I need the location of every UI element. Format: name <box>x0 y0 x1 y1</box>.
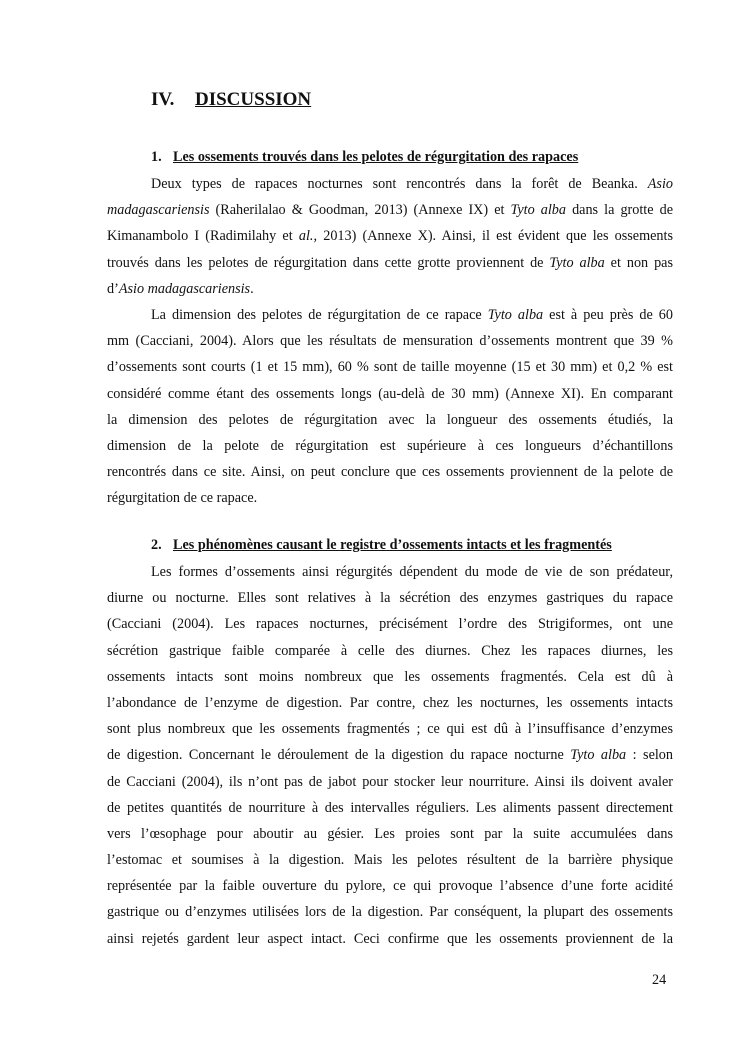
paragraph-line: La dimension des pelotes de régurgitation de ce rapace Tyto alba est à peu près de 60 <box>151 306 673 323</box>
subsection-title-2: Les phénomènes causant le registre d’ossements intacts et les fragmentés <box>173 537 612 553</box>
subsection-heading-2 <box>151 537 612 554</box>
section-heading <box>151 89 311 111</box>
paragraph-line: l’estomac et soumises à la digestion. Mais les pelotes résultent de la barrière physique <box>107 852 673 869</box>
page-number: 24 <box>652 972 667 988</box>
paragraph-line: madagascariensis (Raherilalao & Goodman, 2013) (Annexe IX) et Tyto alba dans la grotte de <box>107 202 673 219</box>
paragraph-line: sécrétion gastrique faible comparée à celle des diurnes. Chez les rapaces diurnes, les <box>107 642 673 659</box>
paragraph-line: Kimanambolo I (Radimilahy et al., 2013) (Annexe X). Ainsi, il est évident que les ossements <box>107 228 673 245</box>
subsection-heading-1 <box>151 149 578 166</box>
section-number: IV. <box>151 89 175 110</box>
paragraph-line: (Cacciani (2004). Les rapaces nocturnes, précisément l’ordre des Strigiformes, ont une <box>107 616 673 633</box>
paragraph-ossements-trouves <box>107 171 673 511</box>
paragraph-line: ossements intacts sont moins nombreux que les ossements fragmentés. Cela est dû à <box>107 668 673 685</box>
paragraph-line: Deux types de rapaces nocturnes sont rencontrés dans la forêt de Beanka. Asio <box>151 176 673 192</box>
paragraph-line: de digestion. Concernant le déroulement de la digestion du rapace nocturne Tyto alba : selon <box>107 747 673 764</box>
subsection-number-1: 1. <box>151 149 162 165</box>
section-title: DISCUSSION <box>195 89 312 110</box>
paragraph-line: représentée par la faible ouverture du pylore, ce qui provoque l’absence d’une forte acidité <box>107 878 673 895</box>
paragraph-line: la dimension des pelotes de régurgitation avec la longueur des ossements étudiés, la <box>107 411 673 428</box>
paragraph-phenomenes <box>107 559 673 952</box>
paragraph-line: l’abondance de l’enzyme de digestion. Par contre, chez les nocturnes, les ossements intacts <box>107 694 673 711</box>
paragraph-line: d’Asio madagascariensis. <box>107 280 254 297</box>
paragraph-line: vers l’œsophage pour aboutir au gésier. Les proies sont par la suite accumulées dans <box>107 825 673 842</box>
paragraph-line: trouvés dans les pelotes de régurgitation dans cette grotte proviennent de Tyto alba et non pas <box>107 254 673 271</box>
paragraph-line: considéré comme étant des ossements longs (au-delà de 30 mm) (Annexe XI). En comparant <box>107 385 673 402</box>
paragraph-line: mm (Cacciani, 2004). Alors que les résultats de mensuration d’ossements montrent que 39 % <box>107 333 673 350</box>
paragraph-line: d’ossements sont courts (1 et 15 mm), 60 % sont de taille moyenne (15 et 30 mm) et 0,2 % est <box>107 359 673 376</box>
paragraph-line: régurgitation de ce rapace. <box>107 490 258 507</box>
paragraph-line: sont plus nombreux que les ossements fragmentés ; ce qui est dû à l’insuffisance d’enzymes <box>107 721 673 738</box>
paragraph-line: dimension de la pelote de régurgitation est supérieure à ces longueurs d’échantillons <box>107 437 673 454</box>
paragraph-line: ainsi rejetés gardent leur aspect intact. Ceci confirme que les ossements proviennent de la <box>107 930 673 947</box>
subsection-number-2: 2. <box>151 537 162 553</box>
paragraph-line: rencontrés dans ce site. Ainsi, on peut conclure que ces ossements proviennent de la pelote de <box>107 464 673 481</box>
paragraph-line: gastrique ou d’enzymes utilisées lors de la digestion. Par conséquent, la plupart des ossements <box>107 904 673 921</box>
paragraph-line: de petites quantités de nourriture à des intervalles réguliers. Les aliments passent directement <box>107 799 673 816</box>
subsection-title-1: Les ossements trouvés dans les pelotes de régurgitation des rapaces <box>173 149 579 165</box>
paragraph-line: Les formes d’ossements ainsi régurgités dépendent du mode de vie de son prédateur, <box>151 564 673 580</box>
paragraph-line: diurne ou nocturne. Elles sont relatives à la sécrétion des enzymes gastriques du rapace <box>107 590 673 607</box>
paragraph-line: de Cacciani (2004), ils n’ont pas de jabot pour stocker leur nourriture. Ainsi ils doivent avaler <box>107 773 673 790</box>
